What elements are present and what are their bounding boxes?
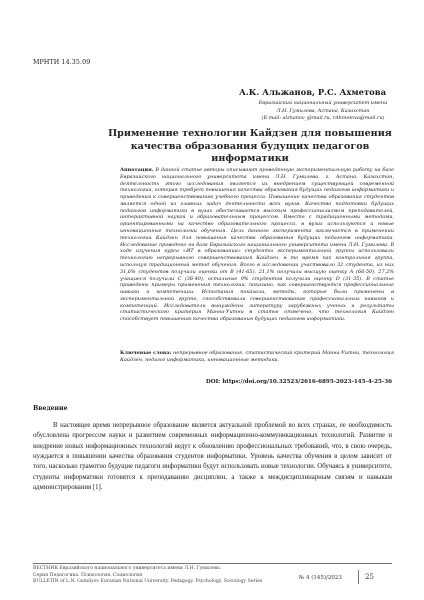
mrnti-code: МРНТИ 14.35.09	[33, 59, 91, 66]
article-title: Применение технологии Кайдзен для повышения качества образования будущих педагогов информатики	[108, 128, 392, 164]
footer-series-line: Серия Педагогика. Психология. Социология	[33, 572, 143, 578]
footer-english-line: BULLETIN of L.N. Gumilyov Eurasian National University. Pedagogy. Psychology. Sociology Series	[33, 579, 263, 585]
abstract-text: В данной статье авторы описывают проведенную экспериментальную работу на базе Евразийского национального университета имени Л.Н. Гумилева, г. Астана, Казахстан, деятельность этого исследования является их внедрением существующей современной технологии, которая требует повышения качества образования будущих педагогов информатики и приведения к совершенствованию учебного процесса. Повышение качества образования студентов является одной из главных задач деятельности всех вузов. Качество подготовки будущих педагогов информатики в вузах обеспечивается высоким профессионализмом преподавателей, интерактивной наукой и образовательным процессом. Вместе с традиционными методами, ориентированными на качество образовательного процесса, в вузах используются и новые инновационные технологии обучения. Цель данного эксперимента заключается в применении технологии Кайдзен для повышения качества образования будущих педагогов информатики. Исследование проведено на базе Евразийского национального университета имени Л.Н. Гумилева. В ходе изучения курса «ИТ в образовании» студенты экспериментальной группы использовали технологию непрерывного совершенствования Кайдзен, в то время как контрольная группа, используя традиционный метод обучения. Всего в исследовании участвовало 32 студента, из них 31,6% студентов получили оценки от В (41-65). 21,1% получили высшую оценку А (66-50). 27,2% учащиеся получили С (36-40), остальные 9% студентов получили оценку D (31-35). В статье приведены примеры применения технологии, показано, как совершенствуется профессиональные навыки и компетенции. Испытания показали, методы, которые были применены в экспериментальной группе, способствовали совершенствованию профессиональных навыков и компетенций. Исследователи вынуждены литературу зарубежных ученых и результаты статистического критерия Манна-Уитни в статье отмечено, что технология Кайдзен способствует повышению качества образования будущих педагогов информатики.	[120, 167, 394, 323]
issue-number: № 4 (145)/2023	[299, 575, 342, 581]
abstract-label: Аннотация.	[120, 167, 154, 173]
footer-divider	[33, 563, 392, 564]
footer-journal-line: ВЕСТНИК Евразийского национального университета имени Л.Н. Гумилева.	[33, 566, 222, 571]
abstract-block	[120, 167, 394, 323]
page-number: 25	[358, 570, 374, 584]
footer-journal-info	[33, 566, 262, 586]
keywords-block	[120, 350, 394, 364]
doi-link[interactable]: DOI: https://doi.org/10.32523/2616-6895-2023-145-4-25-36	[205, 379, 392, 385]
article-authors: А.К. Альжанов, Р.С. Ахметова	[239, 87, 386, 97]
keywords-text: непрерывное образование, статистический критерий Манна-Уитни, технология Кайдзен, педагог информатики, инновационные методики.	[120, 350, 394, 363]
introduction-text: В настоящее время непрерывное образование является актуальной проблемой во всех странах, ее необходимость обусловлена прогрессом науки и развитием современных информационно-коммуникационных технологий. Развитие и внедрение новых информационных технологий ведут к обновлению профессиональных требований, что, в свою очередь, нуждается в повышении качества образования студентов информатики. Уровень качества обучения в целом зависит от того, насколько грамотно будущие педагоги информатики будут использовать новые технологии. Обучаясь в университете, студенты информатики готовятся к преподаванию дисциплин, а также к междисциплинарным связям и навыкам администрирования [1].	[33, 422, 392, 492]
affiliation-email: (E-mail: alzhanov_@mail.ru, rAhmetova@mail.ru)	[261, 115, 385, 121]
author-affiliation	[255, 100, 391, 123]
introduction-heading: Введение	[33, 405, 68, 412]
affiliation-institution: Евразийский национальный университет имени Л.Н. Гумилева, Астана, Казахстан	[258, 100, 388, 114]
keywords-label: Ключевые слова:	[120, 350, 172, 356]
